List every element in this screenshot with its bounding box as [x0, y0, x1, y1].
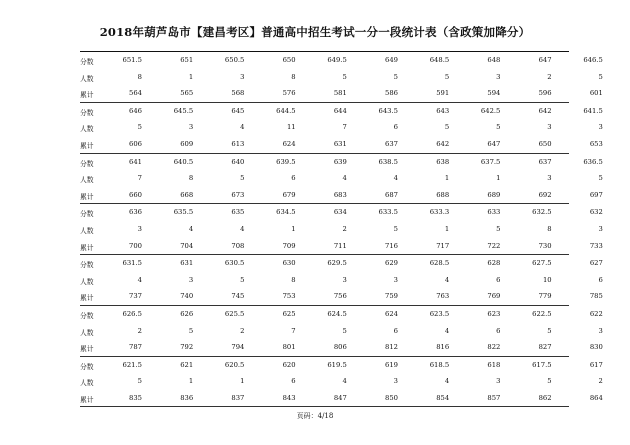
table-row-cumulative: [80, 238, 603, 255]
table-cell: 711: [333, 241, 347, 250]
row-label: 分数: [80, 108, 94, 117]
table-cell: 5: [137, 123, 142, 132]
table-cell: 816: [436, 343, 450, 352]
table-row-score: [80, 255, 603, 272]
table-cell: 646: [129, 106, 142, 115]
score-block: [80, 203, 603, 254]
table-cell: 5: [137, 377, 142, 386]
table-cell: 644: [333, 106, 347, 115]
table-cell: 709: [282, 241, 296, 250]
table-cell: 638.5: [378, 157, 398, 166]
row-label: 累计: [80, 294, 94, 303]
table-cell: 641.5: [583, 106, 603, 115]
row-label: 分数: [80, 362, 94, 371]
table-cell: 700: [129, 241, 142, 250]
table-cell: 3: [393, 275, 398, 284]
row-label: 人数: [80, 328, 94, 337]
table-cell: 621: [180, 360, 194, 369]
table-cell: 631.5: [122, 259, 142, 268]
table-cell: 692: [538, 190, 552, 199]
table-cell: 3: [188, 275, 194, 284]
table-cell: 594: [487, 89, 501, 98]
table-cell: 647: [538, 56, 552, 64]
table-cell: 628.5: [429, 259, 450, 268]
table-cell: 637.5: [480, 157, 501, 166]
table-row-score: [80, 357, 603, 374]
table-cell: 3: [240, 72, 245, 81]
table-cell: 596: [538, 89, 552, 98]
table-cell: 2: [137, 326, 142, 335]
table-cell: 835: [129, 393, 142, 402]
row-label: 人数: [80, 277, 94, 286]
table-cell: 722: [487, 241, 501, 250]
table-cell: 11: [286, 123, 296, 132]
table-cell: 618: [487, 360, 501, 369]
table-cell: 5: [393, 224, 398, 233]
score-block: [80, 356, 603, 407]
table-cell: 632: [589, 208, 603, 217]
table-cell: 8: [547, 224, 552, 233]
table-cell: 1: [240, 377, 245, 386]
table-row-score: [80, 103, 603, 120]
table-cell: 5: [240, 174, 245, 183]
table-cell: 6: [291, 377, 296, 386]
table-cell: 688: [436, 190, 450, 199]
table-cell: 576: [282, 89, 296, 98]
table-cell: 697: [589, 190, 603, 199]
score-distribution-table: [80, 51, 603, 406]
table-cell: 3: [137, 224, 142, 233]
table-cell: 644.5: [276, 106, 296, 115]
table-cell: 640.5: [173, 157, 194, 166]
table-cell: 613: [231, 139, 245, 148]
table-cell: 5: [547, 377, 552, 386]
row-label: 累计: [80, 91, 94, 100]
table-cell: 779: [538, 292, 552, 301]
row-label: 累计: [80, 243, 94, 252]
table-cell: 622.5: [532, 309, 552, 318]
table-cell: 740: [180, 292, 194, 301]
table-cell: 8: [137, 72, 142, 81]
table-cell: 5: [342, 72, 347, 81]
table-cell: 645: [231, 106, 245, 115]
row-label: 分数: [80, 159, 94, 168]
table-cell: 756: [333, 292, 347, 301]
table-cell: 3: [393, 377, 398, 386]
table-cell: 668: [180, 190, 194, 199]
table-cell: 837: [231, 393, 245, 402]
table-cell: 624: [282, 139, 296, 148]
row-label: 累计: [80, 192, 94, 201]
table-cell: 5: [598, 72, 603, 81]
table-cell: 801: [282, 343, 296, 352]
table-cell: 704: [180, 241, 194, 250]
table-cell: 639: [333, 157, 347, 166]
table-cell: 6: [496, 275, 501, 284]
table-cell: 619: [385, 360, 398, 369]
table-cell: 6: [598, 275, 603, 284]
table-cell: 1: [188, 72, 194, 81]
table-cell: 643: [436, 106, 450, 115]
score-block: [80, 305, 603, 356]
table-cell: 636.5: [583, 157, 603, 166]
table-cell: 631: [180, 259, 194, 268]
table-row-score: [80, 52, 603, 69]
table-cell: 827: [538, 343, 552, 352]
table-cell: 635.5: [173, 208, 194, 217]
table-cell: 785: [589, 292, 603, 301]
table-row-score: [80, 204, 603, 221]
table-cell: 6: [291, 174, 296, 183]
table-cell: 3: [496, 72, 501, 81]
table-cell: 2: [342, 224, 347, 233]
table-row-cumulative: [80, 136, 603, 153]
table-cell: 3: [342, 275, 347, 284]
table-cell: 645.5: [173, 106, 194, 115]
table-cell: 626.5: [122, 309, 142, 318]
score-block: [80, 102, 603, 153]
table-cell: 649.5: [327, 56, 347, 64]
table-cell: 6: [393, 326, 398, 335]
table-cell: 5: [444, 123, 450, 132]
table-cell: 763: [436, 292, 450, 301]
table-cell: 591: [436, 89, 450, 98]
table-cell: 648.5: [429, 56, 450, 64]
table-cell: 648: [487, 56, 501, 64]
table-cell: 625: [282, 309, 296, 318]
table-cell: 3: [598, 123, 603, 132]
table-cell: 812: [385, 343, 398, 352]
row-label: 人数: [80, 125, 94, 134]
table-row-cumulative: [80, 187, 603, 204]
table-cell: 5: [547, 326, 552, 335]
table-cell: 626: [180, 309, 194, 318]
table-cell: 854: [436, 393, 450, 402]
table-cell: 643.5: [378, 106, 398, 115]
table-cell: 730: [538, 241, 552, 250]
table-cell: 769: [487, 292, 501, 301]
row-label: 累计: [80, 141, 94, 150]
table-cell: 2: [547, 72, 552, 81]
row-label: 人数: [80, 74, 94, 83]
table-cell: 618.5: [429, 360, 450, 369]
table-cell: 708: [231, 241, 245, 250]
table-cell: 4: [240, 224, 245, 233]
table-cell: 862: [538, 393, 552, 402]
table-cell: 2: [240, 326, 245, 335]
row-label: 人数: [80, 379, 94, 388]
table-cell: 651.5: [122, 56, 142, 64]
table-cell: 630.5: [224, 259, 245, 268]
table-cell: 639.5: [276, 157, 296, 166]
table-cell: 635: [231, 208, 245, 217]
table-cell: 647: [487, 139, 501, 148]
table-cell: 623.5: [429, 309, 450, 318]
table-cell: 634: [333, 208, 347, 217]
table-cell: 630: [282, 259, 296, 268]
page-title: 2018年葫芦岛市【建昌考区】普通高中招生考试一分一段统计表（含政策加降分）: [99, 25, 531, 39]
table-cell: 586: [385, 89, 398, 98]
table-cell: 830: [589, 343, 603, 352]
table-cell: 627: [589, 259, 603, 268]
table-cell: 5: [598, 174, 603, 183]
table-cell: 640: [231, 157, 245, 166]
row-label: 分数: [80, 58, 94, 66]
table-cell: 822: [487, 343, 501, 352]
table-cell: 601: [589, 89, 603, 98]
table-cell: 3: [598, 326, 603, 335]
table-cell: 2: [598, 377, 603, 386]
table-cell: 753: [282, 292, 296, 301]
table-row-count: [80, 170, 603, 187]
table-cell: 568: [231, 89, 245, 98]
table-cell: 619.5: [327, 360, 347, 369]
table-cell: 7: [291, 326, 296, 335]
table-cell: 4: [393, 174, 398, 183]
table-row-count: [80, 119, 603, 136]
table-cell: 864: [589, 393, 603, 402]
table-cell: 4: [342, 377, 347, 386]
table-cell: 4: [342, 174, 347, 183]
table-cell: 1: [188, 377, 194, 386]
table-cell: 792: [180, 343, 194, 352]
table-cell: 3: [598, 224, 603, 233]
table-cell: 628: [487, 259, 501, 268]
row-label: 分数: [80, 261, 94, 270]
table-cell: 642: [436, 139, 450, 148]
table-cell: 687: [385, 190, 398, 199]
table-cell: 632.5: [532, 208, 552, 217]
table-cell: 631: [333, 139, 347, 148]
table-cell: 617.5: [532, 360, 552, 369]
table-cell: 679: [282, 190, 296, 199]
table-row-cumulative: [80, 390, 603, 407]
table-cell: 642: [538, 106, 552, 115]
table-cell: 627.5: [532, 259, 552, 268]
table-cell: 4: [240, 123, 245, 132]
table-cell: 794: [231, 343, 245, 352]
table-cell: 1: [291, 224, 296, 233]
score-block: [80, 254, 603, 305]
table-cell: 683: [333, 190, 347, 199]
table-cell: 8: [188, 174, 194, 183]
table-cell: 633.5: [378, 208, 398, 217]
table-cell: 7: [137, 174, 142, 183]
table-cell: 638: [436, 157, 450, 166]
table-cell: 4: [444, 377, 450, 386]
table-cell: 10: [542, 275, 552, 284]
table-cell: 609: [180, 139, 194, 148]
table-cell: 641: [129, 157, 142, 166]
table-cell: 857: [487, 393, 501, 402]
table-cell: 633.3: [429, 208, 450, 217]
table-cell: 4: [137, 275, 142, 284]
table-bottom-rule: [80, 406, 569, 407]
table-cell: 650: [538, 139, 552, 148]
row-label: 分数: [80, 210, 94, 219]
table-cell: 3: [547, 123, 552, 132]
table-cell: 4: [444, 275, 450, 284]
table-cell: 646.5: [583, 56, 603, 64]
table-row-count: [80, 323, 603, 340]
table-cell: 624: [385, 309, 398, 318]
table-cell: 1: [444, 174, 450, 183]
table-cell: 806: [333, 343, 347, 352]
table-cell: 4: [188, 224, 194, 233]
score-block: [80, 51, 603, 102]
table-cell: 3: [547, 174, 552, 183]
table-cell: 5: [496, 123, 501, 132]
table-cell: 4: [444, 326, 450, 335]
table-cell: 717: [436, 241, 450, 250]
table-cell: 5: [240, 275, 245, 284]
table-cell: 843: [282, 393, 296, 402]
table-row-count: [80, 373, 603, 390]
table-cell: 3: [496, 377, 501, 386]
table-cell: 737: [129, 292, 142, 301]
score-block: [80, 153, 603, 204]
table-cell: 8: [291, 72, 296, 81]
table-cell: 787: [129, 343, 142, 352]
table-cell: 581: [333, 89, 347, 98]
table-cell: 622: [589, 309, 603, 318]
table-cell: 759: [385, 292, 398, 301]
table-row-cumulative: [80, 339, 603, 356]
table-cell: 5: [496, 224, 501, 233]
table-cell: 617: [589, 360, 603, 369]
table-cell: 6: [393, 123, 398, 132]
table-cell: 847: [333, 393, 347, 402]
table-cell: 653: [589, 139, 603, 148]
table-cell: 5: [444, 72, 450, 81]
table-cell: 5: [342, 326, 347, 335]
row-label: 人数: [80, 176, 94, 185]
table-row-score: [80, 306, 603, 323]
table-row-count: [80, 221, 603, 238]
table-cell: 745: [231, 292, 245, 301]
row-label: 人数: [80, 226, 94, 235]
table-cell: 565: [180, 89, 194, 98]
table-cell: 629: [385, 259, 398, 268]
table-cell: 623: [487, 309, 501, 318]
table-cell: 624.5: [327, 309, 347, 318]
table-cell: 1: [444, 224, 450, 233]
table-cell: 629.5: [327, 259, 347, 268]
table-cell: 7: [342, 123, 347, 132]
table-cell: 637: [385, 139, 398, 148]
table-cell: 850: [385, 393, 398, 402]
table-cell: 606: [129, 139, 142, 148]
table-cell: 3: [188, 123, 194, 132]
table-cell: 625.5: [224, 309, 245, 318]
table-cell: 620: [282, 360, 296, 369]
table-cell: 673: [231, 190, 245, 199]
row-label: 累计: [80, 395, 94, 404]
table-cell: 689: [487, 190, 501, 199]
table-cell: 716: [385, 241, 398, 250]
table-row-cumulative: [80, 85, 603, 102]
table-cell: 621.5: [122, 360, 142, 369]
table-row-cumulative: [80, 288, 603, 305]
page-number: 页码：4/18: [296, 412, 334, 420]
row-label: 累计: [80, 345, 94, 354]
table-cell: 650.5: [224, 56, 245, 64]
table-cell: 5: [393, 72, 398, 81]
table-row-score: [80, 154, 603, 171]
table-cell: 733: [589, 241, 603, 250]
row-label: 分数: [80, 311, 94, 320]
table-row-count: [80, 69, 603, 86]
table-cell: 634.5: [276, 208, 296, 217]
table-cell: 620.5: [224, 360, 245, 369]
table-row-count: [80, 272, 603, 289]
table-cell: 564: [129, 89, 142, 98]
table-cell: 6: [496, 326, 501, 335]
table-cell: 660: [129, 190, 142, 199]
table-cell: 650: [282, 56, 296, 64]
table-cell: 636: [129, 208, 142, 217]
table-cell: 633: [487, 208, 501, 217]
table-cell: 642.5: [480, 106, 501, 115]
table-cell: 1: [496, 174, 501, 183]
table-cell: 5: [188, 326, 194, 335]
table-cell: 8: [291, 275, 296, 284]
table-cell: 649: [385, 56, 398, 64]
table-cell: 651: [180, 56, 194, 64]
table-cell: 836: [180, 393, 194, 402]
table-cell: 637: [538, 157, 552, 166]
